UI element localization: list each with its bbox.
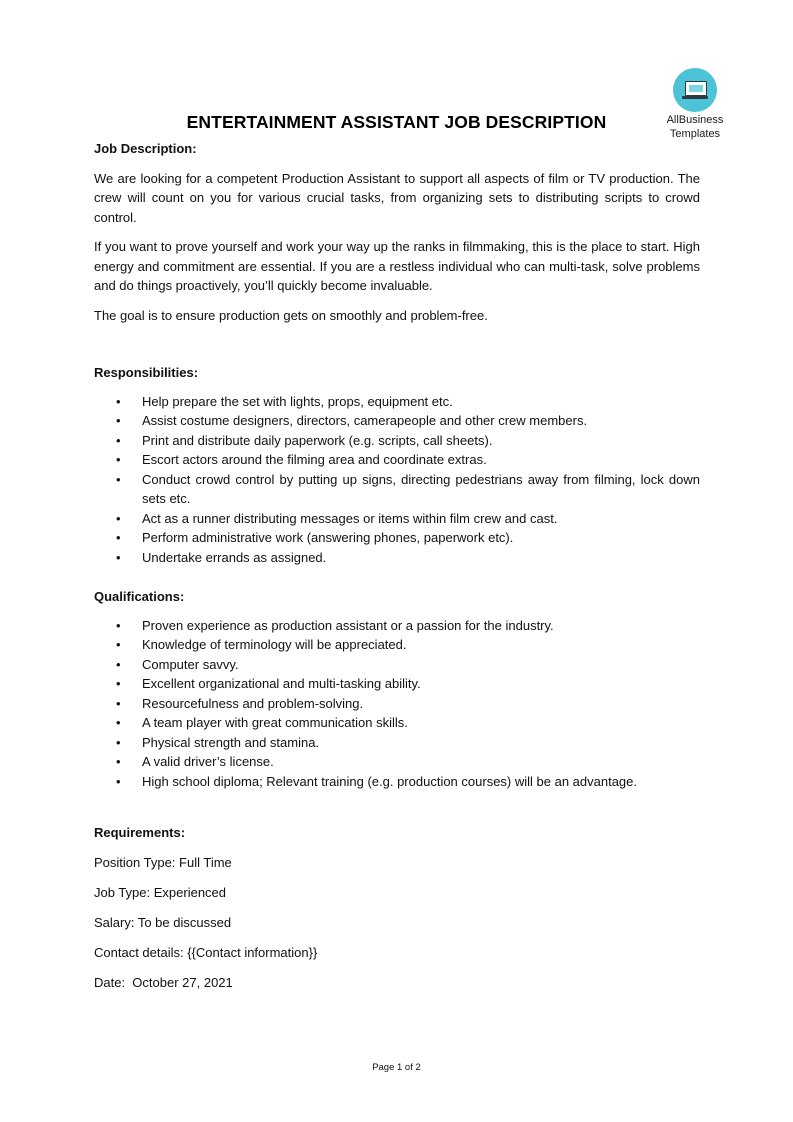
page-footer: Page 1 of 2: [372, 1062, 421, 1073]
responsibilities-list: [94, 392, 700, 568]
list-item: • Resourcefulness and problem-solving.: [94, 694, 700, 714]
bullet: •: [116, 530, 121, 545]
bullet: •: [116, 393, 121, 409]
bullet: •: [116, 734, 121, 750]
job-description-paragraph: The goal is to ensure production gets on smoothly and problem-free.: [94, 307, 488, 323]
list-item: • Perform administrative work (answering phones, paperwork etc).: [94, 528, 700, 548]
job-description-paragraph: We are looking for a competent Production Assistant to support all aspects of film or TV production. The crew will count on you for various crucial tasks, from organizing sets to distributing scripts to crowd control.: [94, 170, 700, 225]
requirements-heading: Requirements:: [94, 825, 186, 840]
job-description-paragraph: If you want to prove yourself and work your way up the ranks in filmmaking, this is the place to start. High energy and commitment are essential. If you are a restless individual who can multi-task, solve problems and do things proactively, you’ll quickly become invaluable.: [94, 239, 700, 293]
list-item: • Help prepare the set with lights, props, equipment etc.: [94, 392, 700, 412]
list-item: • Print and distribute daily paperwork (e.g. scripts, call sheets).: [94, 431, 700, 451]
list-item: • Act as a runner distributing messages or items within film crew and cast.: [94, 509, 700, 529]
list-item: • Undertake errands as assigned.: [94, 548, 700, 568]
job-description-heading: Job Description:: [94, 141, 197, 156]
bullet: •: [116, 656, 121, 672]
bullet: •: [116, 695, 121, 711]
qualifications-heading: Qualifications:: [94, 589, 185, 604]
list-item: • Computer savvy.: [94, 655, 700, 675]
bullet: •: [116, 510, 121, 526]
salary: Salary: To be discussed: [94, 915, 232, 930]
bullet: •: [116, 471, 121, 487]
list-item: • Escort actors around the filming area and coordinate extras.: [94, 450, 700, 470]
bullet: •: [116, 754, 121, 769]
list-item: • High school diploma; Relevant training (e.g. production courses) will be an advantage.: [94, 772, 700, 792]
list-item: • Knowledge of terminology will be appreciated.: [94, 635, 700, 655]
bullet: •: [116, 432, 121, 448]
bullet: •: [116, 617, 121, 633]
qualifications-list: [94, 616, 700, 792]
bullet: •: [116, 452, 121, 467]
laptop-icon: [673, 68, 717, 112]
page-title: ENTERTAINMENT ASSISTANT JOB DESCRIPTION: [186, 112, 607, 132]
list-item: • Proven experience as production assistant or a passion for the industry.: [94, 616, 700, 636]
list-item: • Physical strength and stamina.: [94, 733, 700, 753]
list-item: • Excellent organizational and multi-tasking ability.: [94, 674, 700, 694]
logo-text-line2: Templates: [669, 128, 721, 140]
bullet: •: [116, 715, 121, 730]
date: Date: October 27, 2021: [94, 975, 233, 990]
list-item: • Assist costume designers, directors, camerapeople and other crew members.: [94, 411, 700, 431]
responsibilities-heading: Responsibilities:: [94, 365, 199, 380]
list-item: • Conduct crowd control by putting up signs, directing pedestrians away from filming, lock down sets etc.: [116, 471, 700, 506]
job-type: Job Type: Experienced: [94, 885, 227, 900]
bullet: •: [116, 549, 121, 565]
bullet: •: [116, 676, 121, 691]
bullet: •: [116, 413, 121, 428]
list-item: • A valid driver’s license.: [94, 752, 700, 772]
bullet: •: [116, 637, 121, 652]
position-type: Position Type: Full Time: [94, 855, 232, 870]
bullet: •: [116, 773, 121, 789]
logo-text-line1: AllBusiness: [666, 114, 724, 126]
document-body: [94, 139, 700, 993]
contact-details: Contact details: {{Contact information}}: [94, 945, 318, 960]
list-item: • A team player with great communication skills.: [94, 713, 700, 733]
